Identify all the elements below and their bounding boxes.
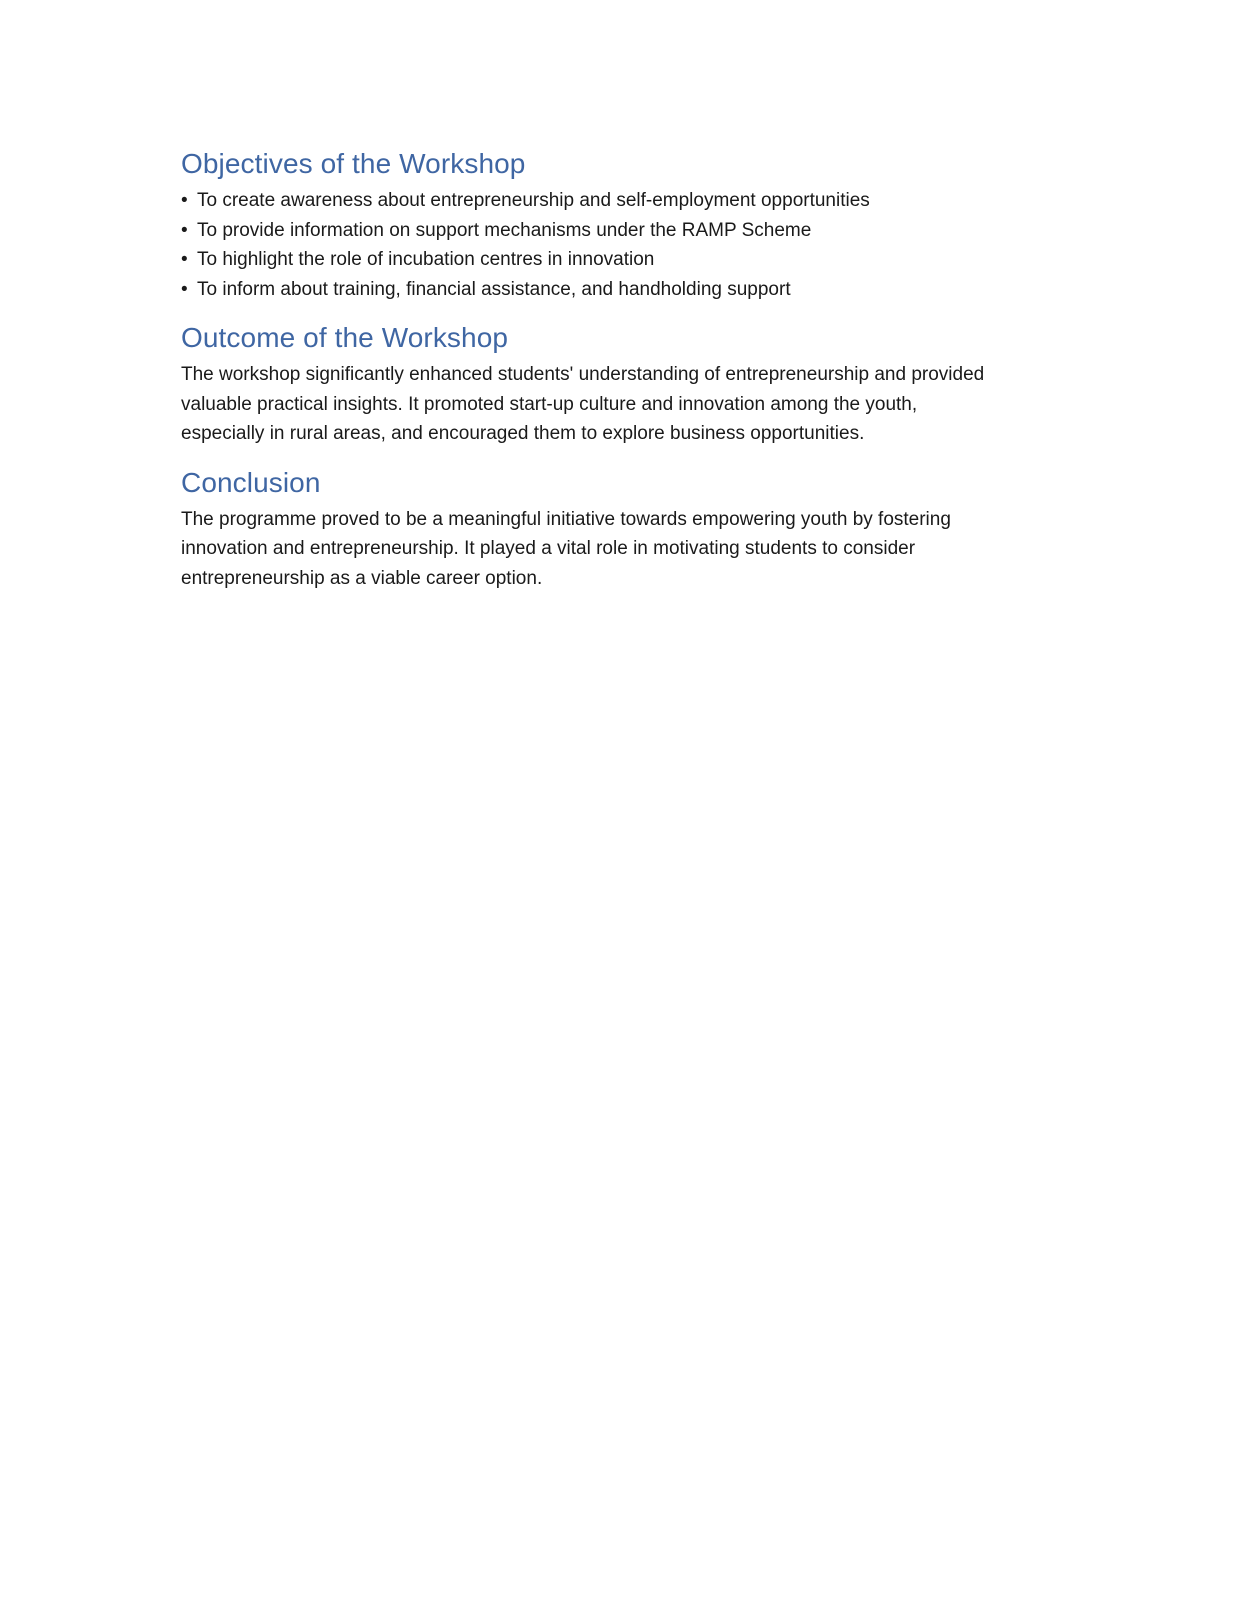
paragraph-line: The workshop significantly enhanced students' understanding of entrepreneurship and provided [181, 364, 985, 385]
bullet-icon: • [181, 219, 188, 241]
paragraph-line: valuable practical insights. It promoted start-up culture and innovation among the youth, [181, 393, 918, 415]
outcome-paragraph [181, 360, 1081, 449]
conclusion-paragraph [181, 505, 1081, 594]
list-item-text: To create awareness about entrepreneurship and self-employment opportunities [197, 190, 870, 211]
document-page [181, 146, 1081, 609]
paragraph-line: innovation and entrepreneurship. It played a vital role in motivating students to consider [181, 538, 916, 559]
paragraph-line: The programme proved to be a meaningful initiative towards empowering youth by fostering [181, 508, 951, 530]
list-item-text: To inform about training, financial assistance, and handholding support [197, 278, 791, 300]
list-item [181, 245, 1081, 275]
list-item-text: To provide information on support mechanisms under the RAMP Scheme [197, 219, 812, 241]
outcome-heading: Outcome of the Workshop [181, 322, 509, 353]
paragraph-line: especially in rural areas, and encouraged them to explore business opportunities. [181, 423, 865, 444]
bullet-icon: • [181, 249, 188, 270]
bullet-icon: • [181, 278, 188, 300]
list-item-text: To highlight the role of incubation centres in innovation [197, 249, 655, 270]
conclusion-heading: Conclusion [181, 466, 321, 498]
list-item [181, 186, 1081, 216]
list-item [181, 216, 1081, 246]
objectives-section [181, 146, 1081, 304]
objectives-heading: Objectives of the Workshop [181, 148, 526, 179]
conclusion-section [181, 465, 1081, 594]
bullet-icon: • [181, 190, 188, 211]
outcome-section [181, 320, 1081, 449]
paragraph-line: entrepreneurship as a viable career option. [181, 567, 543, 589]
list-item [181, 275, 1081, 305]
objectives-list [181, 186, 1081, 304]
